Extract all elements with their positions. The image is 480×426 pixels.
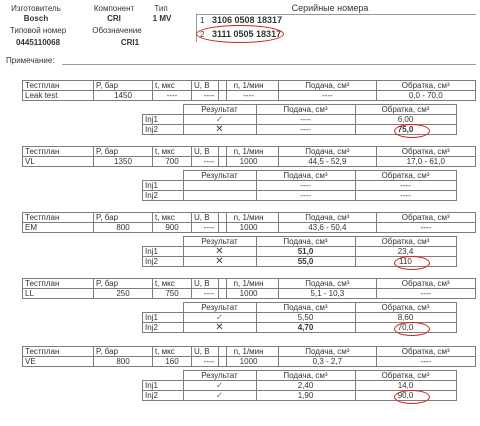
result-cell (183, 257, 256, 267)
result-header-blank (143, 171, 184, 181)
delivery-value: 51,0 (256, 247, 355, 257)
param-header-t: t, мкс (153, 81, 192, 91)
injector-label: Inj1 (143, 381, 184, 391)
spec-header-n: n, 1/мин (219, 147, 279, 157)
params-table (22, 346, 227, 367)
injector-row (143, 247, 457, 257)
check-icon: ✓ (215, 114, 224, 124)
serial-1-number: 3106 0508 18317 (212, 15, 283, 25)
results-table (142, 104, 457, 135)
spec-value-n: 1000 (219, 157, 279, 167)
injector-label: Inj1 (143, 247, 184, 257)
delivery-value: 5,50 (256, 313, 355, 323)
param-header-t: t, мкс (153, 213, 192, 223)
param-header-u: U, B (192, 81, 227, 91)
spec-value-delivery: 44,5 - 52,9 (279, 157, 376, 167)
result-cell (183, 125, 256, 135)
result-header-result: Результат (183, 171, 256, 181)
spec-header-n: n, 1/мин (219, 347, 279, 357)
delivery-value: 2,40 (256, 381, 355, 391)
results-table (142, 236, 457, 267)
delivery-value: ---- (256, 181, 355, 191)
result-header-blank (143, 303, 184, 313)
spec-value-n: 1000 (219, 289, 279, 299)
spec-value-return: ---- (376, 289, 475, 299)
param-value-u: ---- (192, 289, 227, 299)
spec-header-delivery: Подача, см³ (279, 347, 376, 357)
param-header-pressure: P, бар (94, 213, 153, 223)
param-value-name: VL (23, 157, 94, 167)
injector-row (143, 323, 457, 333)
result-cell (183, 313, 256, 323)
param-header-plan: Тестплан (23, 213, 94, 223)
injector-row (143, 381, 457, 391)
param-header-t: t, мкс (153, 347, 192, 357)
param-value-t: 160 (153, 357, 192, 367)
return-value: 6,00 (355, 115, 456, 125)
param-value-t: 700 (153, 157, 192, 167)
result-cell (183, 247, 256, 257)
designation-value: CRI1 (120, 38, 140, 47)
injector-row (143, 181, 457, 191)
param-value-pressure: 1450 (94, 91, 153, 101)
param-header-plan: Тестплан (23, 347, 94, 357)
param-header-pressure: P, бар (94, 147, 153, 157)
injector-label: Inj2 (143, 125, 184, 135)
spec-header-delivery: Подача, см³ (279, 213, 376, 223)
param-header-u: U, B (192, 147, 227, 157)
spec-value-return: ---- (376, 357, 475, 367)
param-value-t: ---- (153, 91, 192, 101)
type-value: 1 MV (152, 14, 172, 23)
spec-value-delivery: 5,1 - 10,3 (279, 289, 376, 299)
param-header-u: U, B (192, 213, 227, 223)
spec-table (218, 346, 476, 367)
injector-label: Inj1 (143, 181, 184, 191)
delivery-value: ---- (256, 115, 355, 125)
spec-value-delivery: 43,6 - 50,4 (279, 223, 376, 233)
injector-row (143, 115, 457, 125)
return-value: 23,4 (355, 247, 456, 257)
spec-header-delivery: Подача, см³ (279, 279, 376, 289)
spec-header-n: n, 1/мин (219, 213, 279, 223)
cross-icon: ✕ (215, 124, 224, 135)
param-value-pressure: 800 (94, 357, 153, 367)
spec-header-n: n, 1/мин (219, 279, 279, 289)
result-header-blank (143, 105, 184, 115)
result-header-result: Результат (183, 371, 256, 381)
spec-header-return: Обратка, см³ (376, 81, 475, 91)
spec-value-n: 1000 (219, 357, 279, 367)
type-number-label: Типовой номер (9, 26, 67, 35)
result-header-delivery: Подача, см³ (256, 105, 355, 115)
param-header-pressure: P, бар (94, 81, 153, 91)
return-value: 8,60 (355, 313, 456, 323)
result-header-blank (143, 237, 184, 247)
spec-table (218, 80, 476, 101)
param-header-plan: Тестплан (23, 81, 94, 91)
type-label: Тип (154, 4, 168, 13)
result-header-return: Обратка, см³ (355, 171, 456, 181)
injector-row (143, 125, 457, 135)
results-table (142, 170, 457, 201)
result-cell (183, 381, 256, 391)
delivery-value: 55,0 (256, 257, 355, 267)
result-header-blank (143, 371, 184, 381)
injector-row (143, 257, 457, 267)
result-header-delivery: Подача, см³ (256, 371, 355, 381)
spec-header-return: Обратка, см³ (376, 147, 475, 157)
result-header-result: Результат (183, 105, 256, 115)
param-header-u: U, B (192, 279, 227, 289)
injector-label: Inj1 (143, 313, 184, 323)
param-value-u: ---- (192, 357, 227, 367)
delivery-value: 4,70 (256, 323, 355, 333)
return-value: ---- (355, 191, 456, 201)
manufacturer-label: Изготовитель (11, 4, 61, 13)
note-line (62, 64, 476, 65)
param-header-plan: Тестплан (23, 279, 94, 289)
manufacturer-value: Bosch (23, 14, 49, 23)
type-number-value: 0445110068 (15, 38, 61, 47)
result-cell (183, 115, 256, 125)
return-value: 14,0 (355, 381, 456, 391)
note-label: Примечание: (6, 56, 55, 65)
result-cell (183, 323, 256, 333)
param-header-u: U, B (192, 347, 227, 357)
injector-row (143, 391, 457, 401)
serial-title: Серийные номера (291, 3, 369, 13)
results-table (142, 370, 457, 401)
results-table (142, 302, 457, 333)
param-header-t: t, мкс (153, 279, 192, 289)
return-value: 90,0 (355, 391, 456, 401)
spec-value-n: 1000 (219, 223, 279, 233)
return-value: 110 (355, 257, 456, 267)
result-header-delivery: Подача, см³ (256, 237, 355, 247)
injector-row (143, 313, 457, 323)
component-label: Компонент (93, 4, 135, 13)
return-value: ---- (355, 181, 456, 191)
check-icon: ✓ (215, 390, 224, 400)
result-header-return: Обратка, см³ (355, 237, 456, 247)
spec-table (218, 146, 476, 167)
spec-header-return: Обратка, см³ (376, 347, 475, 357)
spec-header-delivery: Подача, см³ (279, 81, 376, 91)
result-header-return: Обратка, см³ (355, 105, 456, 115)
component-value: CRI (107, 14, 121, 23)
cross-icon: ✕ (215, 322, 224, 333)
param-value-name: LL (23, 289, 94, 299)
result-cell (183, 181, 256, 191)
spec-value-delivery: 0,3 - 2,7 (279, 357, 376, 367)
injector-label: Inj2 (143, 191, 184, 201)
injector-label: Inj2 (143, 391, 184, 401)
serial-2-index: 2 (200, 30, 205, 39)
result-header-return: Обратка, см³ (355, 303, 456, 313)
delivery-value: ---- (256, 125, 355, 135)
spec-value-return: 0,0 - 70,0 (376, 91, 475, 101)
spec-header-delivery: Подача, см³ (279, 147, 376, 157)
spec-table (218, 212, 476, 233)
cross-icon: ✕ (215, 246, 224, 257)
result-header-return: Обратка, см³ (355, 371, 456, 381)
return-value: 70,0 (355, 323, 456, 333)
designation-label: Обозначение (92, 26, 142, 35)
spec-table (218, 278, 476, 299)
param-value-u: ---- (192, 157, 227, 167)
param-value-t: 900 (153, 223, 192, 233)
result-header-delivery: Подача, см³ (256, 171, 355, 181)
result-cell (183, 391, 256, 401)
spec-value-delivery: ---- (279, 91, 376, 101)
param-header-pressure: P, бар (94, 347, 153, 357)
spec-header-n: n, 1/мин (219, 81, 279, 91)
delivery-value: 1,90 (256, 391, 355, 401)
serial-1-index: 1 (200, 16, 205, 25)
check-icon: ✓ (215, 380, 224, 390)
spec-value-return: 17,0 - 61,0 (376, 157, 475, 167)
return-value: 75,0 (355, 125, 456, 135)
result-cell (183, 191, 256, 201)
spec-value-return: ---- (376, 223, 475, 233)
injector-label: Inj1 (143, 115, 184, 125)
param-value-u: ---- (192, 223, 227, 233)
param-value-name: VE (23, 357, 94, 367)
injector-label: Inj2 (143, 323, 184, 333)
cross-icon: ✕ (215, 256, 224, 267)
injector-row (143, 191, 457, 201)
serial-2-number: 3111 0505 18317 (212, 29, 282, 39)
param-header-plan: Тестплан (23, 147, 94, 157)
spec-value-n: ---- (219, 91, 279, 101)
param-value-pressure: 1350 (94, 157, 153, 167)
injector-label: Inj2 (143, 257, 184, 267)
param-value-name: Leak test (23, 91, 94, 101)
spec-header-return: Обратка, см³ (376, 213, 475, 223)
delivery-value: ---- (256, 191, 355, 201)
result-header-result: Результат (183, 303, 256, 313)
check-icon: ✓ (215, 312, 224, 322)
result-header-result: Результат (183, 237, 256, 247)
param-value-u: ---- (192, 91, 227, 101)
params-table (22, 278, 227, 299)
param-value-name: EM (23, 223, 94, 233)
spec-header-return: Обратка, см³ (376, 279, 475, 289)
params-table (22, 80, 227, 101)
param-value-pressure: 800 (94, 223, 153, 233)
result-header-delivery: Подача, см³ (256, 303, 355, 313)
params-table (22, 146, 227, 167)
param-value-pressure: 250 (94, 289, 153, 299)
param-header-pressure: P, бар (94, 279, 153, 289)
param-header-t: t, мкс (153, 147, 192, 157)
params-table (22, 212, 227, 233)
param-value-t: 750 (153, 289, 192, 299)
